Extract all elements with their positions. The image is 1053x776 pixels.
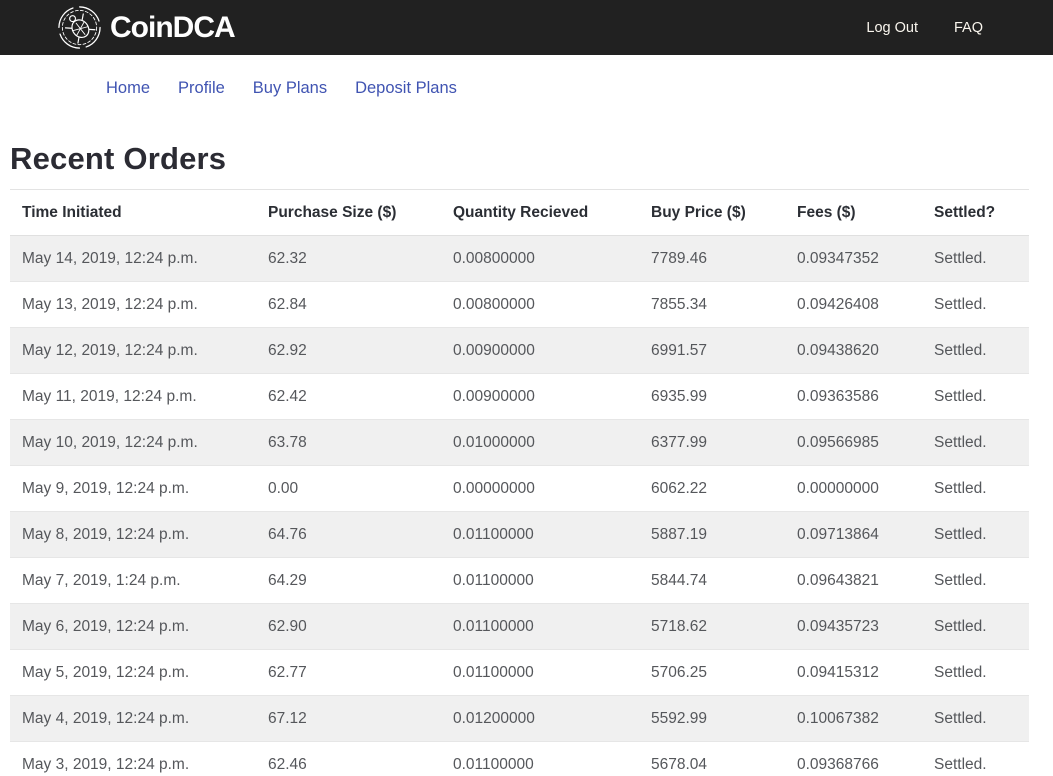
cell-quantity: 0.01100000 bbox=[441, 742, 639, 776]
cell-time: May 5, 2019, 12:24 p.m. bbox=[10, 650, 256, 696]
cell-buy-price: 5844.74 bbox=[639, 558, 785, 604]
cell-quantity: 0.01000000 bbox=[441, 420, 639, 466]
cell-time: May 14, 2019, 12:24 p.m. bbox=[10, 236, 256, 282]
cell-settled: Settled. bbox=[922, 742, 1029, 776]
cell-purchase-size: 64.76 bbox=[256, 512, 441, 558]
cell-fees: 0.00000000 bbox=[785, 466, 922, 512]
cell-settled: Settled. bbox=[922, 466, 1029, 512]
table-row bbox=[10, 374, 1029, 420]
cell-fees: 0.09415312 bbox=[785, 650, 922, 696]
cell-quantity: 0.00900000 bbox=[441, 328, 639, 374]
cell-time: May 13, 2019, 12:24 p.m. bbox=[10, 282, 256, 328]
cell-time: May 12, 2019, 12:24 p.m. bbox=[10, 328, 256, 374]
cell-quantity: 0.01100000 bbox=[441, 650, 639, 696]
cell-buy-price: 7855.34 bbox=[639, 282, 785, 328]
cell-settled: Settled. bbox=[922, 512, 1029, 558]
cell-fees: 0.09566985 bbox=[785, 420, 922, 466]
cell-fees: 0.09643821 bbox=[785, 558, 922, 604]
cell-time: May 7, 2019, 1:24 p.m. bbox=[10, 558, 256, 604]
col-header-settled: Settled? bbox=[922, 190, 1029, 236]
table-row bbox=[10, 282, 1029, 328]
cell-buy-price: 6935.99 bbox=[639, 374, 785, 420]
cell-fees: 0.09363586 bbox=[785, 374, 922, 420]
cell-buy-price: 7789.46 bbox=[639, 236, 785, 282]
cell-settled: Settled. bbox=[922, 604, 1029, 650]
topbar-links bbox=[866, 20, 983, 36]
table-row bbox=[10, 466, 1029, 512]
cell-purchase-size: 64.29 bbox=[256, 558, 441, 604]
cell-fees: 0.09368766 bbox=[785, 742, 922, 776]
cell-quantity: 0.00800000 bbox=[441, 236, 639, 282]
cell-quantity: 0.01200000 bbox=[441, 696, 639, 742]
cell-settled: Settled. bbox=[922, 420, 1029, 466]
page-title: Recent Orders bbox=[10, 141, 227, 176]
cell-settled: Settled. bbox=[922, 374, 1029, 420]
cell-quantity: 0.00900000 bbox=[441, 374, 639, 420]
table-row bbox=[10, 604, 1029, 650]
cell-buy-price: 5718.62 bbox=[639, 604, 785, 650]
main-content bbox=[0, 141, 1053, 776]
table-row bbox=[10, 650, 1029, 696]
cell-time: May 9, 2019, 12:24 p.m. bbox=[10, 466, 256, 512]
cell-buy-price: 5592.99 bbox=[639, 696, 785, 742]
col-header-time: Time Initiated bbox=[10, 190, 256, 236]
cell-quantity: 0.00800000 bbox=[441, 282, 639, 328]
col-header-quantity: Quantity Recieved bbox=[441, 190, 639, 236]
cell-buy-price: 5887.19 bbox=[639, 512, 785, 558]
logout-link[interactable]: Log Out bbox=[866, 19, 918, 36]
cell-purchase-size: 62.32 bbox=[256, 236, 441, 282]
cell-fees: 0.09713864 bbox=[785, 512, 922, 558]
cell-purchase-size: 62.92 bbox=[256, 328, 441, 374]
cell-time: May 8, 2019, 12:24 p.m. bbox=[10, 512, 256, 558]
nav-item-buy-plans[interactable]: Buy Plans bbox=[252, 79, 328, 97]
cell-settled: Settled. bbox=[922, 328, 1029, 374]
faq-link[interactable]: FAQ bbox=[953, 19, 983, 36]
cell-settled: Settled. bbox=[922, 282, 1029, 328]
table-header-row bbox=[10, 190, 1029, 236]
cell-purchase-size: 62.90 bbox=[256, 604, 441, 650]
cell-time: May 10, 2019, 12:24 p.m. bbox=[10, 420, 256, 466]
orders-table-body bbox=[10, 236, 1029, 776]
col-header-purchase-size: Purchase Size ($) bbox=[256, 190, 441, 236]
nav-item-home[interactable]: Home bbox=[106, 79, 151, 97]
col-header-buy-price: Buy Price ($) bbox=[639, 190, 785, 236]
cell-fees: 0.09347352 bbox=[785, 236, 922, 282]
main-nav bbox=[0, 55, 1053, 122]
table-row bbox=[10, 558, 1029, 604]
cell-purchase-size: 67.12 bbox=[256, 696, 441, 742]
table-row bbox=[10, 512, 1029, 558]
cell-buy-price: 5678.04 bbox=[639, 742, 785, 776]
cell-quantity: 0.01100000 bbox=[441, 604, 639, 650]
orders-table bbox=[10, 189, 1029, 776]
cell-time: May 4, 2019, 12:24 p.m. bbox=[10, 696, 256, 742]
cell-purchase-size: 62.42 bbox=[256, 374, 441, 420]
cell-purchase-size: 63.78 bbox=[256, 420, 441, 466]
nav-item-profile[interactable]: Profile bbox=[178, 79, 225, 97]
nav-item-deposit-plans[interactable]: Deposit Plans bbox=[355, 79, 457, 97]
cell-time: May 6, 2019, 12:24 p.m. bbox=[10, 604, 256, 650]
cell-quantity: 0.01100000 bbox=[441, 512, 639, 558]
top-bar bbox=[0, 0, 1053, 55]
cell-buy-price: 6062.22 bbox=[639, 466, 785, 512]
cell-buy-price: 5706.25 bbox=[639, 650, 785, 696]
cell-settled: Settled. bbox=[922, 236, 1029, 282]
cell-buy-price: 6991.57 bbox=[639, 328, 785, 374]
cell-quantity: 0.01100000 bbox=[441, 558, 639, 604]
cell-purchase-size: 62.46 bbox=[256, 742, 441, 776]
cell-settled: Settled. bbox=[922, 558, 1029, 604]
logo[interactable] bbox=[56, 4, 235, 51]
table-row bbox=[10, 696, 1029, 742]
cell-time: May 3, 2019, 12:24 p.m. bbox=[10, 742, 256, 776]
cell-purchase-size: 62.84 bbox=[256, 282, 441, 328]
table-row bbox=[10, 328, 1029, 374]
cell-settled: Settled. bbox=[922, 650, 1029, 696]
cell-quantity: 0.00000000 bbox=[441, 466, 639, 512]
table-row bbox=[10, 742, 1029, 776]
cell-fees: 0.09438620 bbox=[785, 328, 922, 374]
logo-text: CoinDCA bbox=[110, 10, 235, 44]
cell-fees: 0.09435723 bbox=[785, 604, 922, 650]
turtle-logo-icon bbox=[56, 4, 103, 51]
table-row bbox=[10, 236, 1029, 282]
col-header-fees: Fees ($) bbox=[785, 190, 922, 236]
table-row bbox=[10, 420, 1029, 466]
cell-settled: Settled. bbox=[922, 696, 1029, 742]
cell-fees: 0.10067382 bbox=[785, 696, 922, 742]
cell-purchase-size: 62.77 bbox=[256, 650, 441, 696]
cell-time: May 11, 2019, 12:24 p.m. bbox=[10, 374, 256, 420]
cell-purchase-size: 0.00 bbox=[256, 466, 441, 512]
cell-buy-price: 6377.99 bbox=[639, 420, 785, 466]
cell-fees: 0.09426408 bbox=[785, 282, 922, 328]
